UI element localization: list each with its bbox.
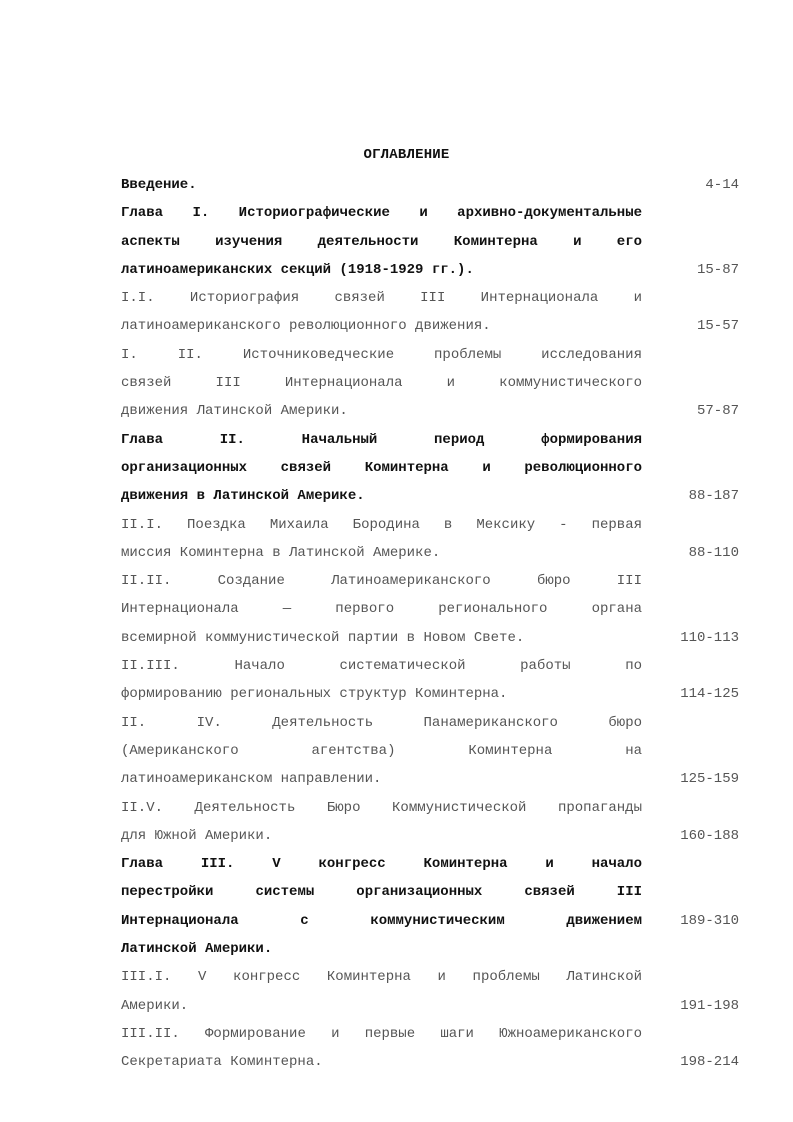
toc-entry-line: Глава II. Начальный период формирования bbox=[121, 431, 642, 448]
toc-entry-pages: 198-214 bbox=[680, 1054, 739, 1071]
toc-entry bbox=[121, 567, 739, 652]
toc-entry-line: Глава I. Историографические и архивно-документальные bbox=[121, 205, 642, 222]
toc-entry-line: связей III Интернационала и коммунистического bbox=[121, 375, 642, 392]
toc-entry-line: латиноамериканском направлении. bbox=[121, 771, 382, 788]
toc-entry-line: II.III. Начало систематической работы по bbox=[121, 658, 642, 675]
toc-entry-pages: 189-310 bbox=[680, 912, 739, 929]
toc-entry-line: латиноамериканских секций (1918-1929 гг.). bbox=[121, 261, 474, 278]
toc-entry bbox=[121, 426, 739, 511]
toc-entry-line: формированию региональных структур Коминтерна. bbox=[121, 686, 508, 703]
toc-entry-pages: 160-188 bbox=[680, 827, 739, 844]
toc-entry-line: I.I. Историография связей III Интернационала и bbox=[121, 290, 642, 307]
toc-entry-line: для Южной Америки. bbox=[121, 827, 273, 844]
toc-entry-line: латиноамериканского революционного движения. bbox=[121, 318, 491, 335]
toc-entry-line: III.I. V конгресс Коминтерна и проблемы Латинской bbox=[121, 969, 642, 986]
toc-entry-pages: 4-14 bbox=[705, 177, 739, 193]
toc-entry-line: Секретариата Коминтерна. bbox=[121, 1054, 323, 1071]
toc-entry-line: Америки. bbox=[121, 997, 189, 1014]
toc-entry-line: II. IV. Деятельность Панамериканского бюро bbox=[121, 714, 642, 731]
toc-entry-line: I. II. Источниковедческие проблемы исследования bbox=[121, 346, 642, 363]
toc-entry bbox=[121, 171, 739, 199]
toc-entry-line: III.II. Формирование и первые шаги Южноамериканского bbox=[121, 1025, 642, 1042]
toc-entry-line: организационных связей Коминтерна и революционного bbox=[121, 459, 642, 476]
toc-entry-line: Интернационала с коммунистическим движением bbox=[121, 912, 642, 929]
toc-entry-pages: 125-159 bbox=[680, 771, 739, 788]
toc-entry bbox=[121, 850, 739, 963]
toc-entry bbox=[121, 284, 739, 341]
toc-entry-pages: 15-87 bbox=[696, 261, 739, 278]
toc-entry-line: перестройки системы организационных связей III bbox=[121, 884, 642, 901]
toc-entry-pages: 88-187 bbox=[688, 488, 739, 505]
toc-entry-pages: 15-57 bbox=[696, 318, 739, 335]
toc-entry-pages: 191-198 bbox=[680, 997, 739, 1014]
toc-entry-line: Интернационала — первого регионального органа bbox=[121, 601, 642, 618]
toc-entry bbox=[121, 794, 739, 851]
toc-entry-line: II.I. Поездка Михаила Бородина в Мексику - первая bbox=[121, 516, 642, 533]
toc-entry-pages: 88-110 bbox=[688, 544, 739, 561]
toc-entry-line: Глава III. V конгресс Коминтерна и начало bbox=[121, 856, 642, 873]
toc-entry-line: всемирной коммунистической партии в Новом Свете. bbox=[121, 629, 525, 646]
toc-entry-line: II.II. Создание Латиноамериканского бюро III bbox=[121, 573, 642, 590]
toc-entry bbox=[121, 963, 739, 1020]
toc-entry-line: (Американского агентства) Коминтерна на bbox=[121, 742, 642, 759]
toc-entry bbox=[121, 709, 739, 794]
toc-entry-line: Введение. bbox=[121, 177, 197, 193]
toc-entry-line: аспекты изучения деятельности Коминтерна и его bbox=[121, 233, 642, 250]
page-title: ОГЛАВЛЕНИЕ bbox=[363, 147, 450, 163]
toc-entry-pages: 110-113 bbox=[680, 629, 739, 646]
toc-entry bbox=[121, 652, 739, 709]
toc-entry-line: Латинской Америки. bbox=[121, 941, 273, 958]
toc-entry bbox=[121, 199, 739, 284]
toc-entry bbox=[121, 341, 739, 426]
toc-entry-pages: 114-125 bbox=[680, 686, 739, 703]
toc-entry-line: II.V. Деятельность Бюро Коммунистической пропаганды bbox=[121, 799, 642, 816]
table-of-contents bbox=[121, 171, 739, 1077]
toc-entry-line: миссия Коминтерна в Латинской Америке. bbox=[121, 544, 441, 561]
toc-entry-pages: 57-87 bbox=[696, 403, 739, 420]
toc-entry-line: движения в Латинской Америке. bbox=[121, 488, 365, 505]
toc-entry bbox=[121, 1020, 739, 1077]
toc-entry-line: движения Латинской Америки. bbox=[121, 403, 348, 420]
toc-entry bbox=[121, 511, 739, 568]
